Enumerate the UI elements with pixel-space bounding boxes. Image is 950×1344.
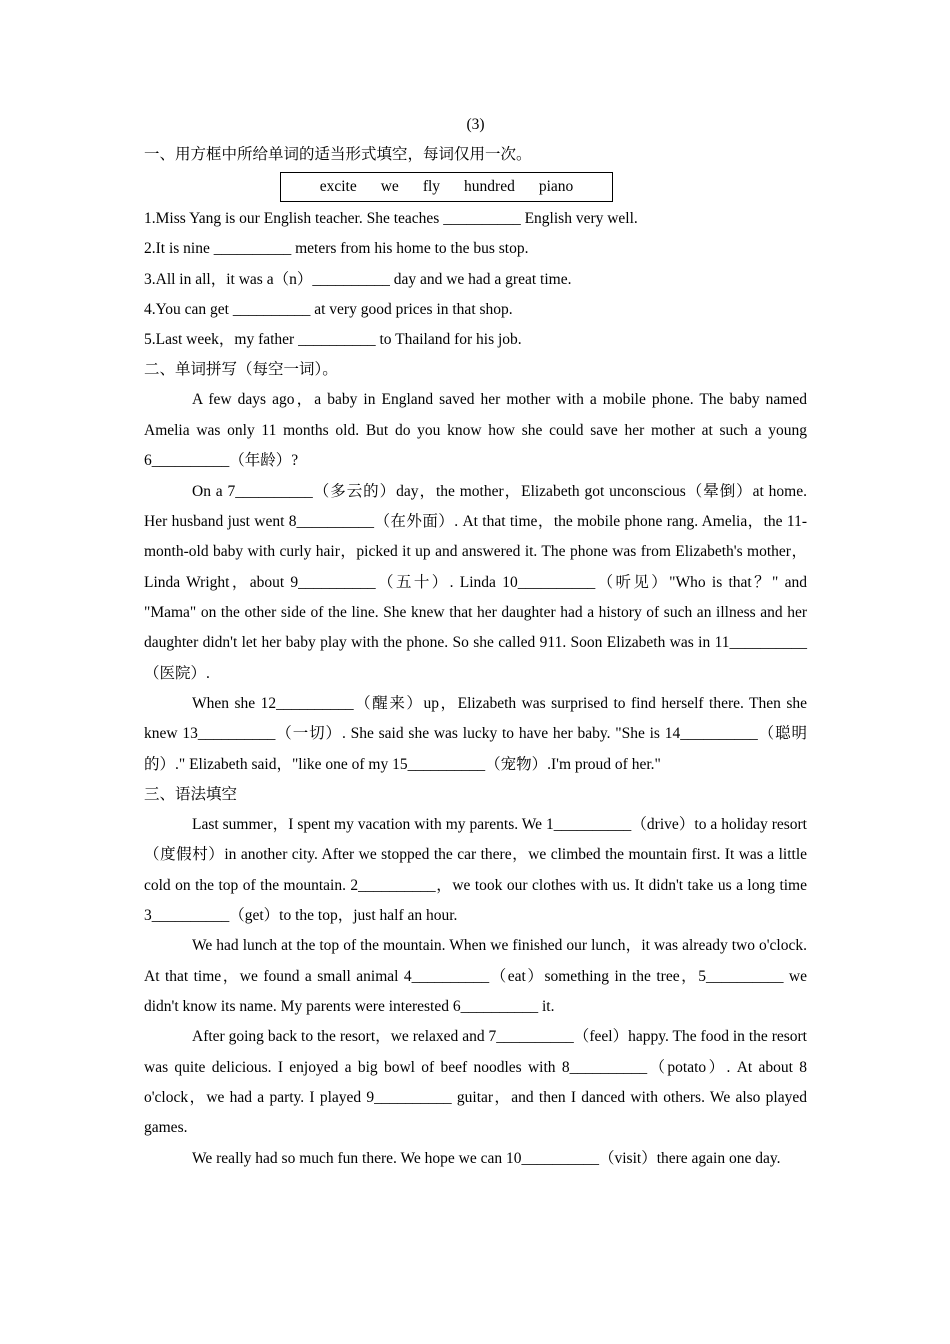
worksheet-page <box>144 110 807 1174</box>
word-box-container <box>144 170 807 204</box>
question-3: 3.All in all，it was a（n）__________ day and we had a great time. <box>144 270 572 288</box>
question-1: 1.Miss Yang is our English teacher. She teaches __________ English very well. <box>144 210 638 227</box>
question-2: 2.It is nine __________ meters from his home to the bus stop. <box>144 240 529 258</box>
question-5: 5.Last week，my father __________ to Thailand for his job. <box>144 331 522 349</box>
word-box-item: piano <box>538 177 574 195</box>
word-box-item: hundred <box>464 177 515 195</box>
section-2-paragraph: On a 7__________（多云的）day，the mother，Elizabeth got unconscious（晕倒）at home. Her husband just went 8__________（在外面）. At that time，the mobile phone rang. Amelia，the 11-month-old baby with curly hair，picked it up and answered it. The phone was from Elizabeth's mother，Linda Wright，about 9__________（五十）. Linda 10__________（听见）"Who is that？" and "Mama" on the other side of the line. She knew that her daughter had a history of such an illness and her daughter didn't let her baby play with the phone. So she called 911. Soon Elizabeth was in 11__________（医院）. <box>144 482 807 682</box>
section-2-heading: 二、单词拼写（每空一词）。 <box>144 361 338 379</box>
section-2-paragraph: When she 12__________（醒来）up，Elizabeth was surprised to find herself there. Then she knew 13__________（一切）. She said she was lucky to have her baby. "She is 14__________（聪明的）." Elizabeth said，"like one of my 15__________（宠物）.I'm proud of her." <box>144 694 807 773</box>
section-2-paragraph: A few days ago，a baby in England saved her mother with a mobile phone. The baby named Amelia was only 11 months old. But do you know how she could save her mother at such a young 6__________（年龄）? <box>144 391 807 470</box>
section-3-paragraph: Last summer，I spent my vacation with my parents. We 1__________（drive）to a holiday resort（度假村）in another city. After we stopped the car there，we climbed the mountain first. It was a little cold on the top of the mountain. 2__________，we took our clothes with us. It didn't take us a long time 3__________（get）to the top，just half an hour. <box>144 815 807 924</box>
section-3-paragraph: We really had so much fun there. We hope we can 10__________（visit）there again one day. <box>192 1149 781 1167</box>
section-3-paragraph: We had lunch at the top of the mountain. When we finished our lunch，it was already two o'clock. At that time，we found a small animal 4__________（eat）something in the tree，5__________ we didn't know its name. My parents were interested 6__________ it. <box>144 937 807 1016</box>
section-3-paragraph: After going back to the resort，we relaxed and 7__________（feel）happy. The food in the resort was quite delicious. I enjoyed a big bowl of beef noodles with 8__________（potato）. At about 8 o'clock，we had a party. I played 9__________ guitar，and then I danced with others. We also played games. <box>144 1028 807 1137</box>
question-4: 4.You can get __________ at very good prices in that shop. <box>144 300 513 318</box>
page-number: (3) <box>466 116 485 133</box>
word-box-item: we <box>380 177 399 195</box>
section-1-heading: 一、用方框中所给单词的适当形式填空，每词仅用一次。 <box>144 146 532 163</box>
section-3-heading: 三、语法填空 <box>144 785 238 803</box>
word-box <box>280 172 613 202</box>
word-box-item: excite <box>319 177 357 195</box>
word-box-item: fly <box>422 177 441 195</box>
